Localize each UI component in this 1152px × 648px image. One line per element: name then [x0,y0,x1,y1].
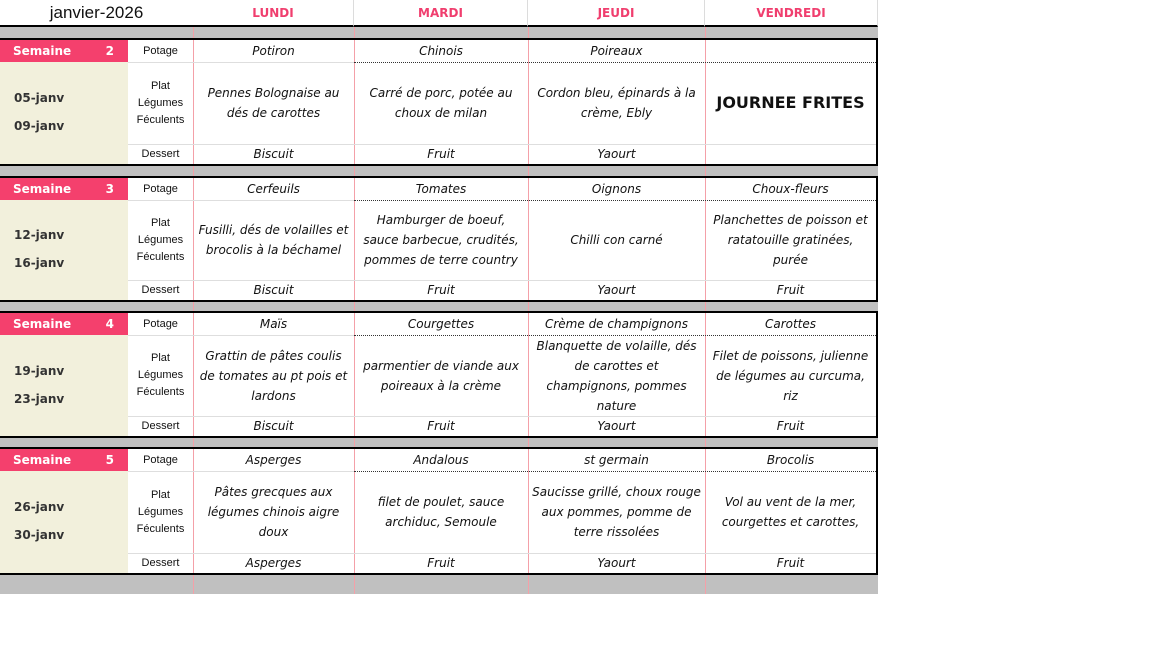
potage-cell[interactable]: Andalous [413,453,469,467]
row-divider [128,200,193,201]
potage-cell[interactable]: Poireaux [590,44,643,58]
row-label-plat-line: Légumes [137,233,184,246]
plat-cell[interactable]: filet de poulet, sauce archiduc, Semoule [377,495,505,529]
dessert-cell[interactable]: Yaourt [597,419,636,433]
week-dates [0,200,128,300]
row-label-plat-line: Plat [151,79,170,92]
row-label-potage: Potage [143,183,178,195]
potage-cell[interactable]: Choux-fleurs [752,182,829,196]
week-number-badge [0,178,128,200]
potage-cell[interactable]: Potiron [252,44,295,58]
row-label-plat [128,335,193,416]
row-label-dessert: Dessert [141,420,180,432]
row-label-plat-line: Légumes [137,505,184,518]
row-label-plat-line: Plat [151,488,170,501]
potage-cell[interactable]: Crème de champignons [544,317,688,331]
row-divider [128,335,193,336]
plat-cell[interactable]: Cordon bleu, épinards à la crème, Ebly [537,86,696,120]
row-label-dessert: Dessert [141,148,180,160]
dessert-cell[interactable]: Yaourt [597,283,636,297]
row-label-plat-line: Féculents [136,522,185,535]
plat-cell[interactable]: Planchettes de poisson et ratatouille gratinées, purée [713,213,868,267]
row-label-plat-line: Légumes [137,96,184,109]
week-label: Semaine [13,317,72,331]
end-date: 30-janv [14,528,65,542]
potage-cell[interactable]: Carottes [764,317,817,331]
plat-cell[interactable]: Blanquette de volaille, dés de carottes et champignons, pommes nature [536,338,697,413]
potage-cell[interactable]: Courgettes [407,317,475,331]
day-header-vendredi[interactable]: VENDREDI [705,0,878,27]
plat-cell[interactable]: parmentier de viande aux poireaux à la crème [363,358,519,393]
week-number: 3 [105,182,114,196]
row-label-dessert: Dessert [141,557,180,569]
plat-cell[interactable]: Vol au vent de la mer, courgettes et carottes, [721,495,860,529]
start-date: 26-janv [14,500,65,514]
row-label-plat [128,471,193,553]
potage-cell[interactable]: Maïs [259,317,288,331]
week-dates [0,62,128,164]
potage-cell[interactable]: Asperges [245,453,302,467]
week-number-badge [0,313,128,335]
week-dates [0,471,128,573]
start-date: 12-janv [14,228,65,242]
end-date: 16-janv [14,256,65,270]
plat-cell[interactable]: Pâtes grecques aux légumes chinois aigre doux [207,485,340,539]
row-label-plat-line: Féculents [136,250,185,263]
plat-cell[interactable]: Fusilli, dés de volailles et brocolis à la béchamel [198,223,349,257]
start-date: 19-janv [14,363,65,378]
dessert-cell[interactable]: Biscuit [253,147,294,161]
potage-cell[interactable]: st germain [584,453,649,467]
row-label-plat-line: Plat [151,352,170,364]
day-header-mardi[interactable]: MARDI [354,0,528,27]
dessert-cell[interactable]: Fruit [776,283,805,297]
end-date: 23-janv [14,391,65,406]
row-label-potage: Potage [143,45,178,57]
week-number: 5 [105,453,114,467]
week-separator [0,573,878,594]
dessert-cell[interactable]: Fruit [427,419,455,433]
week-label: Semaine [13,453,72,467]
plat-cell[interactable]: JOURNEE FRITES [716,93,865,112]
row-label-plat [128,200,193,280]
row-divider [128,471,193,472]
start-date: 05-janv [14,91,65,105]
plat-cell[interactable]: Chilli con carné [570,233,663,247]
potage-cell[interactable]: Chinois [419,44,463,58]
end-date: 09-janv [14,119,65,133]
dessert-cell[interactable]: Fruit [427,283,455,297]
row-label-plat-line: Plat [151,216,170,229]
plat-cell[interactable]: Hamburger de boeuf, sauce barbecue, crudités, pommes de terre country [363,213,519,267]
row-label-plat-line: Féculents [136,386,185,398]
potage-cell[interactable]: Cerfeuils [247,182,300,196]
potage-cell[interactable] [705,40,876,62]
month-title[interactable]: janvier-2026 [0,0,193,27]
day-header-lundi[interactable]: LUNDI [193,0,354,27]
dessert-cell[interactable]: Yaourt [597,147,636,161]
week-dates [0,335,128,436]
row-divider [128,62,193,63]
plat-cell[interactable]: Filet de poissons, julienne de légumes au curcuma, riz [712,348,869,403]
row-label-plat-line: Féculents [136,113,185,126]
week-number-badge [0,40,128,62]
dessert-cell[interactable]: Biscuit [253,419,294,433]
row-label-potage: Potage [143,318,178,330]
dessert-cell[interactable]: Asperges [245,556,302,570]
plat-cell[interactable]: Grattin de pâtes coulis de tomates au pt pois et lardons [199,348,348,403]
day-header-jeudi[interactable]: JEUDI [528,0,705,27]
dessert-cell[interactable]: Fruit [427,147,455,161]
week-label: Semaine [13,182,72,196]
row-label-dessert: Dessert [141,284,180,296]
row-label-plat [128,62,193,144]
potage-cell[interactable]: Brocolis [766,453,815,467]
week-number: 4 [105,317,114,331]
plat-cell[interactable]: Carré de porc, potée au choux de milan [369,86,513,120]
week-label: Semaine [13,44,72,58]
plat-cell[interactable]: Pennes Bolognaise au dés de carottes [207,86,340,120]
dessert-cell[interactable]: Fruit [776,556,805,570]
dessert-cell[interactable]: Biscuit [253,283,294,297]
week-number-badge [0,449,128,471]
week-number: 2 [105,44,114,58]
potage-cell[interactable]: Oignons [591,182,642,196]
plat-cell[interactable]: Saucisse grillé, choux rouge aux pommes, pomme de terre rissolées [532,485,701,539]
dessert-cell[interactable]: Fruit [427,556,455,570]
dessert-cell[interactable]: Yaourt [597,556,636,570]
row-label-plat-line: Légumes [137,369,184,381]
dessert-cell[interactable] [705,144,876,164]
row-label-potage: Potage [143,454,178,466]
dessert-cell[interactable]: Fruit [776,419,805,433]
potage-cell[interactable]: Tomates [415,182,467,196]
